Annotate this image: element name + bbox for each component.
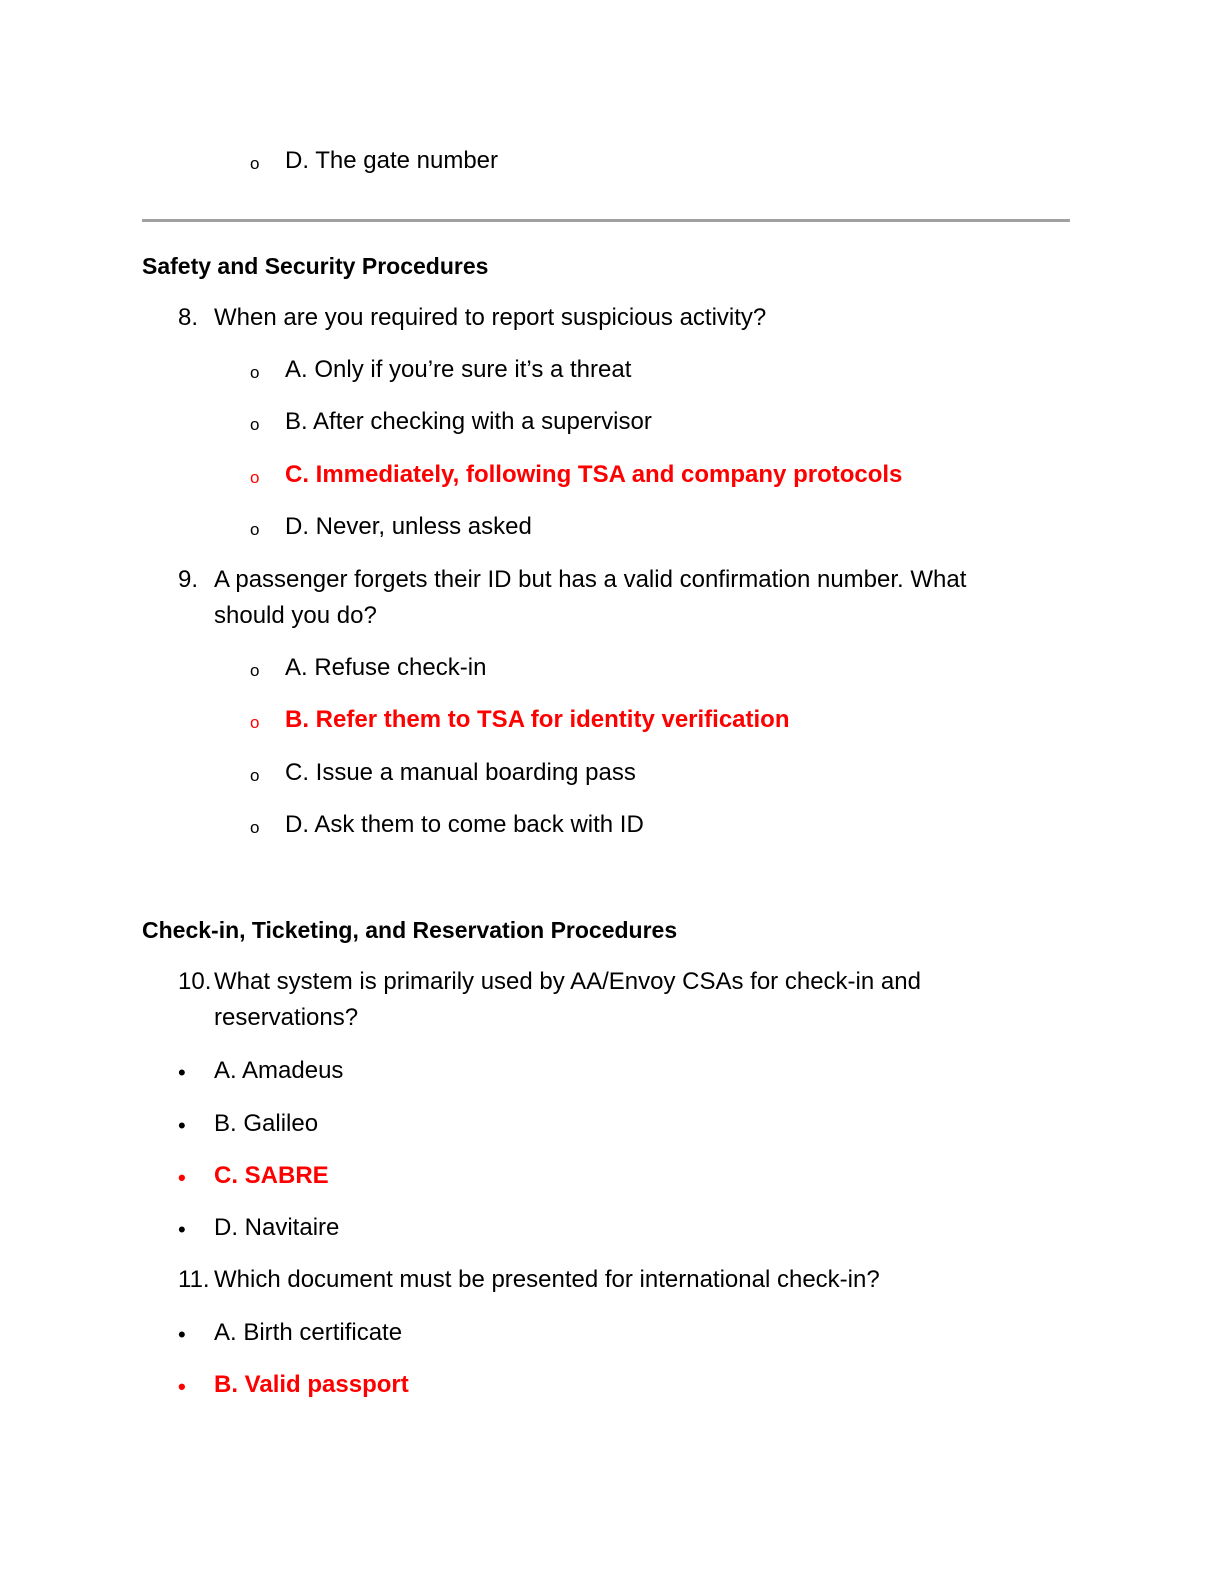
- question-11-number: 11.: [178, 1266, 210, 1293]
- question-8-option-a: A. Only if you’re sure it’s a threat: [285, 356, 632, 383]
- section-heading-checkin: Check-in, Ticketing, and Reservation Procedures: [142, 917, 678, 943]
- question-8-option-c-correct: C. Immediately, following TSA and company protocols: [285, 461, 903, 488]
- option-bullet-answer: •: [178, 1374, 186, 1399]
- option-bullet: o: [250, 520, 260, 539]
- question-10-option-c-correct: C. SABRE: [214, 1162, 329, 1189]
- option-bullet-answer: o: [250, 713, 260, 732]
- option-bullet: o: [250, 415, 260, 434]
- option-bullet-answer: •: [178, 1165, 186, 1190]
- option-bullet: •: [178, 1060, 186, 1085]
- question-10-option-a: A. Amadeus: [214, 1057, 344, 1084]
- question-8-number: 8.: [178, 304, 199, 331]
- question-11-text: Which document must be presented for international check-in?: [214, 1266, 880, 1293]
- option-bullet: •: [178, 1113, 186, 1138]
- question-9-text: A passenger forgets their ID but has a valid confirmation number. What should you do?: [214, 566, 967, 629]
- question-11-option-a: A. Birth certificate: [214, 1319, 403, 1346]
- option-bullet: o: [250, 661, 260, 680]
- option-bullet: o: [250, 363, 260, 382]
- question-8-text: When are you required to report suspicious activity?: [214, 304, 767, 331]
- question-10-number: 10.: [178, 968, 212, 995]
- option-bullet-answer: o: [250, 468, 260, 487]
- option-bullet: o: [250, 818, 260, 837]
- option-bullet: o: [250, 154, 260, 173]
- question-8-option-b: B. After checking with a supervisor: [285, 408, 652, 435]
- question-10-text: What system is primarily used by AA/Envoy CSAs for check-in and reservations?: [214, 968, 921, 1031]
- question-9-number: 9.: [178, 566, 199, 593]
- section-divider: [142, 219, 1070, 222]
- question-10-option-d: D. Navitaire: [214, 1214, 340, 1241]
- option-carryover-d: D. The gate number: [285, 147, 499, 174]
- option-bullet: •: [178, 1322, 186, 1347]
- question-9-option-b-correct: B. Refer them to TSA for identity verification: [285, 706, 790, 733]
- question-10-option-b: B. Galileo: [214, 1110, 319, 1137]
- question-9-option-c: C. Issue a manual boarding pass: [285, 759, 636, 786]
- question-11-option-b-correct: B. Valid passport: [214, 1371, 409, 1398]
- question-9-option-a: A. Refuse check-in: [285, 654, 487, 681]
- option-bullet: •: [178, 1217, 186, 1242]
- option-bullet: o: [250, 766, 260, 785]
- question-8-option-d: D. Never, unless asked: [285, 513, 532, 540]
- question-9-option-d: D. Ask them to come back with ID: [285, 811, 644, 838]
- section-heading-safety: Safety and Security Procedures: [142, 253, 489, 279]
